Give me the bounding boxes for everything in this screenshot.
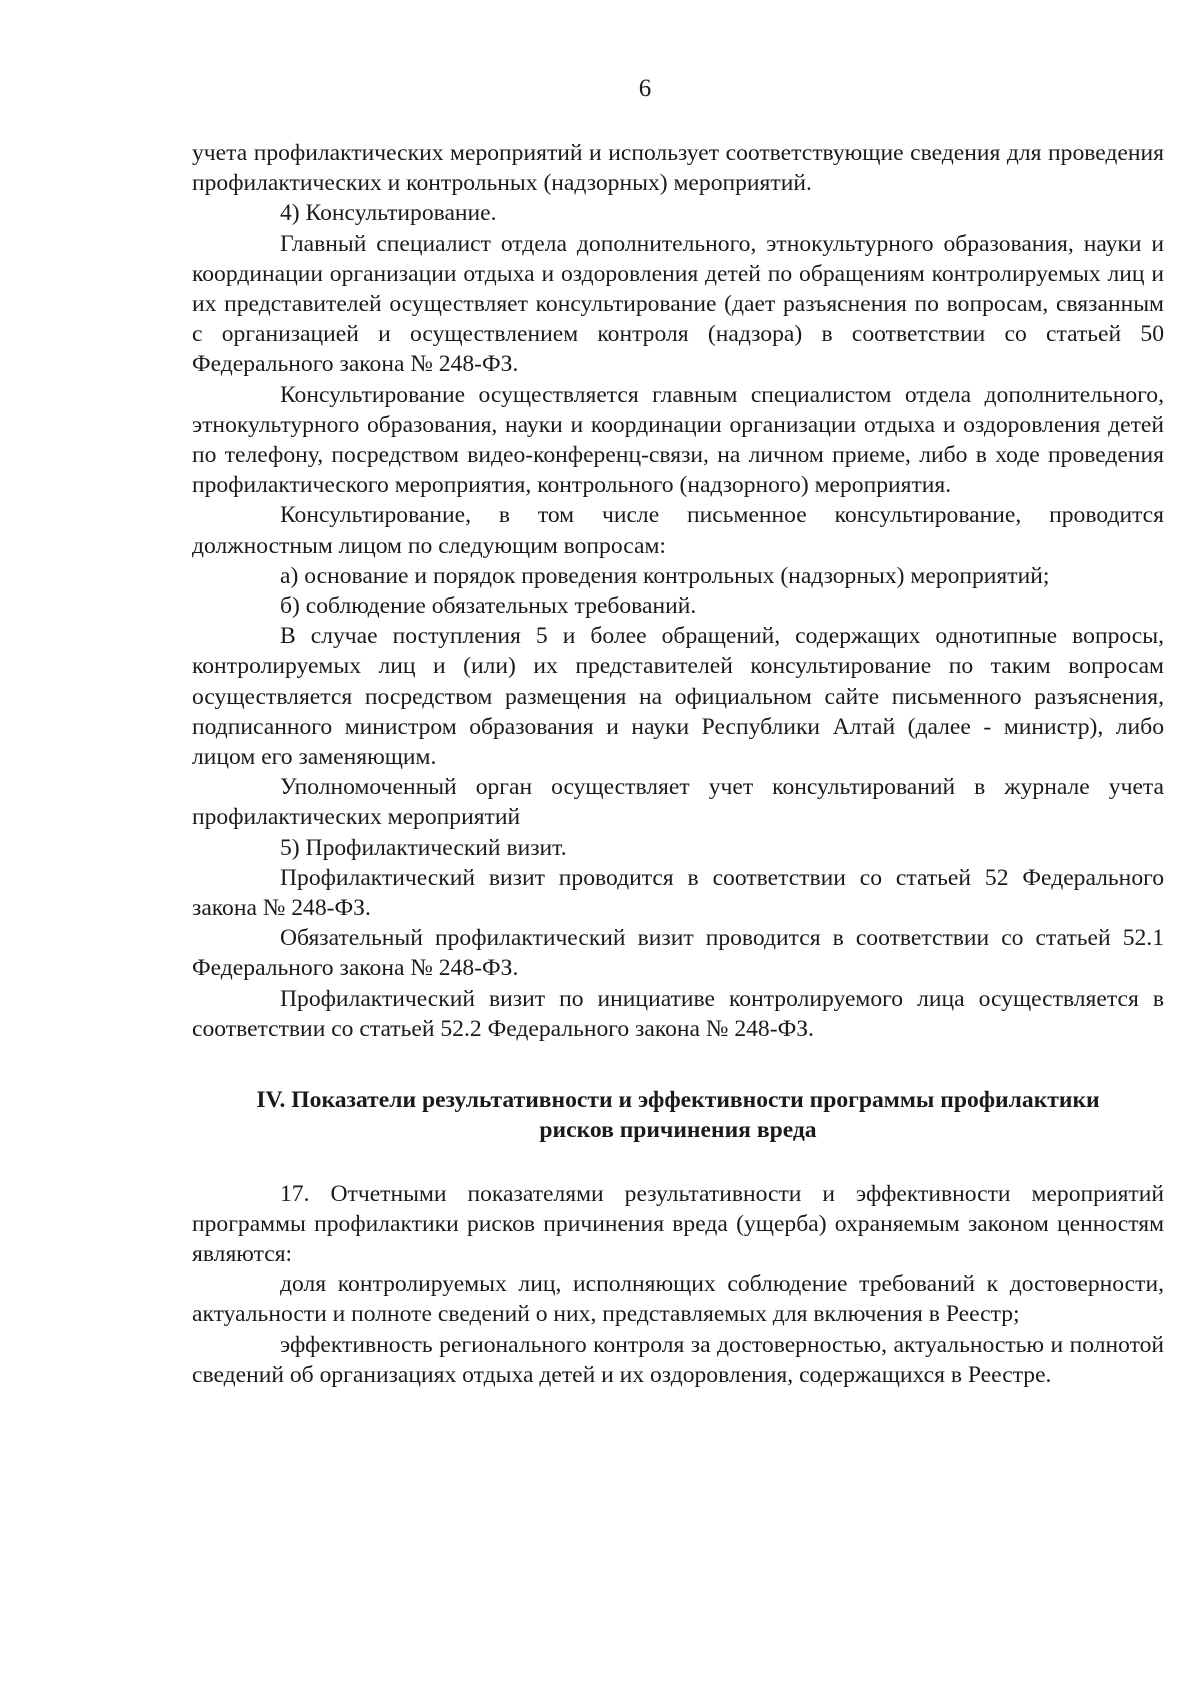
paragraph: Профилактический визит по инициативе контролируемого лица осуществляется в соответствии со статьей 52.2 Федерального закона № 248-ФЗ. (192, 985, 1164, 1042)
paragraph: доля контролируемых лиц, исполняющих соблюдение требований к достоверности, актуальности и полноте сведений о них, представляемых для включения в Реестр; (192, 1271, 1164, 1328)
paragraph: Уполномоченный орган осуществляет учет консультирований в журнале учета профилактических мероприятий (192, 774, 1164, 831)
paragraph: 5) Профилактический визит. (280, 834, 567, 861)
section-heading (192, 1085, 1164, 1145)
paragraph: 17. Отчетными показателями результативности и эффективности мероприятий программы профилактики рисков причинения вреда (ущерба) охраняемым законом ценностям являются: (192, 1180, 1164, 1267)
body-text-bottom (192, 1179, 1164, 1390)
paragraph: б) соблюдение обязательных требований. (280, 593, 697, 620)
page-number: 6 (638, 75, 652, 102)
section-heading-line-2: рисков причинения вреда (539, 1117, 817, 1144)
paragraph: Профилактический визит проводится в соответствии со статьей 52 Федерального закона № 248-ФЗ. (192, 864, 1164, 922)
paragraph: эффективность регионального контроля за достоверностью, актуальностью и полнотой сведений об организациях отдыха детей и их оздоровления, содержащихся в Реестре. (192, 1331, 1164, 1388)
section-heading-line-1: IV. Показатели результативности и эффективности программы профилактики (256, 1087, 1100, 1114)
paragraph: Консультирование, в том числе письменное консультирование, проводится должностным лицом по следующим вопросам: (192, 502, 1164, 559)
document-body (192, 138, 1164, 1390)
paragraph: Обязательный профилактический визит проводится в соответствии со статьей 52.1 Федерального закона № 248-ФЗ. (192, 925, 1164, 982)
paragraph: учета профилактических мероприятий и использует соответствующие сведения для проведения профилактических и контрольных (надзорных) мероприятий. (192, 140, 1164, 197)
paragraph: Консультирование осуществляется главным специалистом отдела дополнительного, этнокультурного образования, науки и координации организации отдыха и оздоровления детей по телефону, посредством видео-конференц-связи, на личном приеме, либо в ходе проведения профилактического мероприятия, контрольного (надзорного) мероприятия. (192, 381, 1164, 499)
paragraph: 4) Консультирование. (280, 200, 497, 227)
paragraph: В случае поступления 5 и более обращений, содержащих однотипные вопросы, контролируемых лиц и (или) их представителей консультирование по таким вопросам осуществляется посредством размещения на официальном сайте письменного разъяснения, подписанного министром образования и науки Республики Алтай (далее - министр), либо лицом его заменяющим. (192, 623, 1164, 771)
body-text-top (192, 138, 1164, 1044)
paragraph: Главный специалист отдела дополнительного, этнокультурного образования, науки и координации организации отдыха и оздоровления детей по обращениям контролируемых лиц и их представителей осуществляет консультирование (дает разъяснения по вопросам, связанным с организацией и осуществлением контроля (надзора) в соответствии со статьей 50 Федерального закона № 248-ФЗ. (192, 230, 1164, 378)
paragraph: а) основание и порядок проведения контрольных (надзорных) мероприятий; (280, 562, 1050, 589)
